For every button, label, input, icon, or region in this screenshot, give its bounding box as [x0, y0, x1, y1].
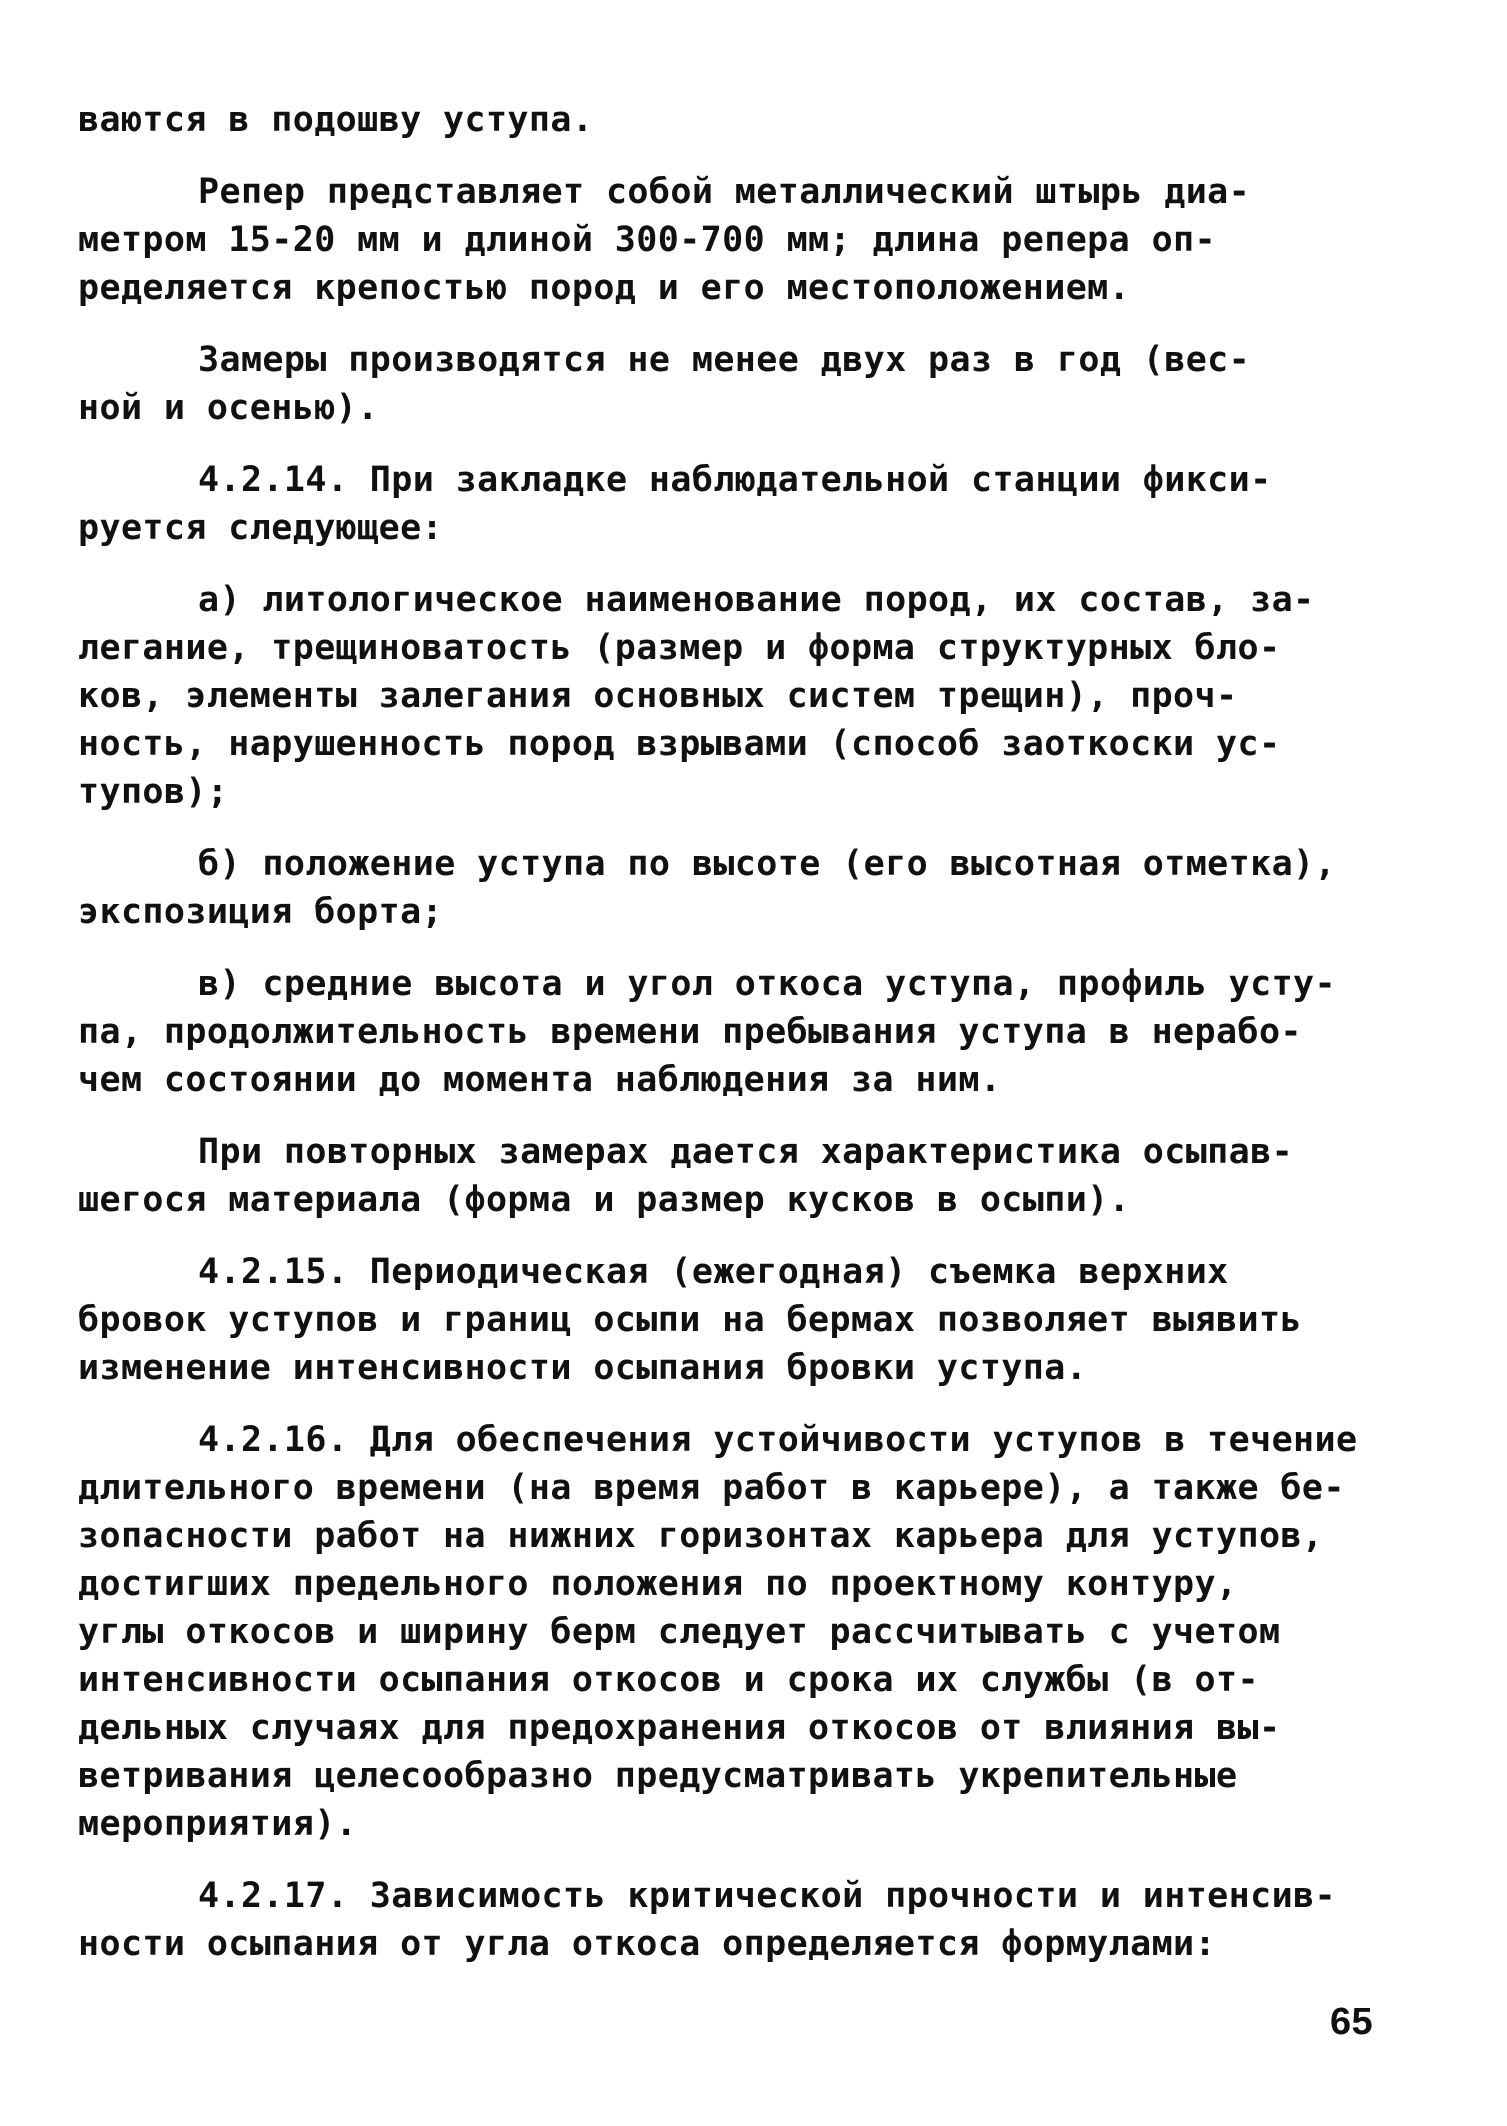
paragraph [78, 1128, 1438, 1224]
paragraph [78, 456, 1438, 552]
text-line: а) литологическое наименование пород, их состав, за- [198, 580, 1315, 620]
paragraph [78, 1872, 1438, 1968]
text-line: па, продолжительность времени пребывания уступа в нерабо- [78, 1012, 1302, 1052]
text-line: бровок уступов и границ осыпи на бермах позволяет выявить [78, 1300, 1302, 1340]
text-line: чем состоянии до момента наблюдения за ним. [78, 1060, 1002, 1100]
text-line: дельных случаях для предохранения откосов от влияния вы- [78, 1708, 1281, 1748]
text-line: руется следующее: [78, 508, 444, 548]
text-line: Замеры производятся не менее двух раз в год (вес- [198, 340, 1251, 380]
text-line: мероприятия). [78, 1804, 358, 1844]
text-line: 4.2.16. Для обеспечения устойчивости уступов в течение [198, 1420, 1358, 1460]
text-line: интенсивности осыпания откосов и срока их службы (в от- [78, 1660, 1259, 1700]
text-line: экспозиция борта; [78, 892, 444, 932]
paragraph [78, 336, 1438, 432]
document-body [78, 96, 1438, 1992]
text-line: достигших предельного положения по проектному контуру, [78, 1564, 1238, 1604]
text-line: шегося материала (форма и размер кусков в осыпи). [78, 1180, 1131, 1220]
paragraph [78, 1416, 1438, 1848]
text-line: метром 15-20 мм и длиной 300-700 мм; длина репера оп- [78, 220, 1217, 260]
text-line: длительного времени (на время работ в карьере), а также бе- [78, 1468, 1345, 1508]
text-line: в) средние высота и угол откоса уступа, профиль усту- [198, 964, 1337, 1004]
paragraph [78, 96, 1438, 144]
paragraph [78, 168, 1438, 312]
text-line: 4.2.14. При закладке наблюдательной станции фикси- [198, 460, 1272, 500]
text-line: изменение интенсивности осыпания бровки уступа. [78, 1348, 1088, 1388]
paragraph [78, 1248, 1438, 1392]
text-line: ваются в подошву уступа. [78, 100, 594, 140]
text-line: зопасности работ на нижних горизонтах карьера для уступов, [78, 1516, 1324, 1556]
text-line: ределяется крепостью пород и его местоположением. [78, 268, 1131, 308]
page-number: 65 [1330, 2001, 1374, 2043]
text-line: 4.2.15. Периодическая (ежегодная) съемка верхних [198, 1252, 1229, 1292]
text-line: ков, элементы залегания основных систем трещин), проч- [78, 676, 1238, 716]
text-line: ветривания целесообразно предусматривать укрепительные [78, 1756, 1238, 1796]
text-line: ности осыпания от угла откоса определяется формулами: [78, 1924, 1217, 1964]
paragraph [78, 960, 1438, 1104]
text-line: б) положение уступа по высоте (его высотная отметка), [198, 844, 1337, 884]
text-line: 4.2.17. Зависимость критической прочности и интенсив- [198, 1876, 1337, 1916]
text-line: тупов); [78, 772, 229, 812]
text-line: Репер представляет собой металлический штырь диа- [198, 172, 1251, 212]
text-line: легание, трещиноватость (размер и форма структурных бло- [78, 628, 1281, 668]
paragraph [78, 840, 1438, 936]
paragraph [78, 576, 1438, 816]
text-line: углы откосов и ширину берм следует рассчитывать с учетом [78, 1612, 1281, 1652]
text-line: ной и осенью). [78, 388, 379, 428]
text-line: При повторных замерах дается характеристика осыпав- [198, 1132, 1294, 1172]
text-line: ность, нарушенность пород взрывами (способ заоткоски ус- [78, 724, 1281, 764]
